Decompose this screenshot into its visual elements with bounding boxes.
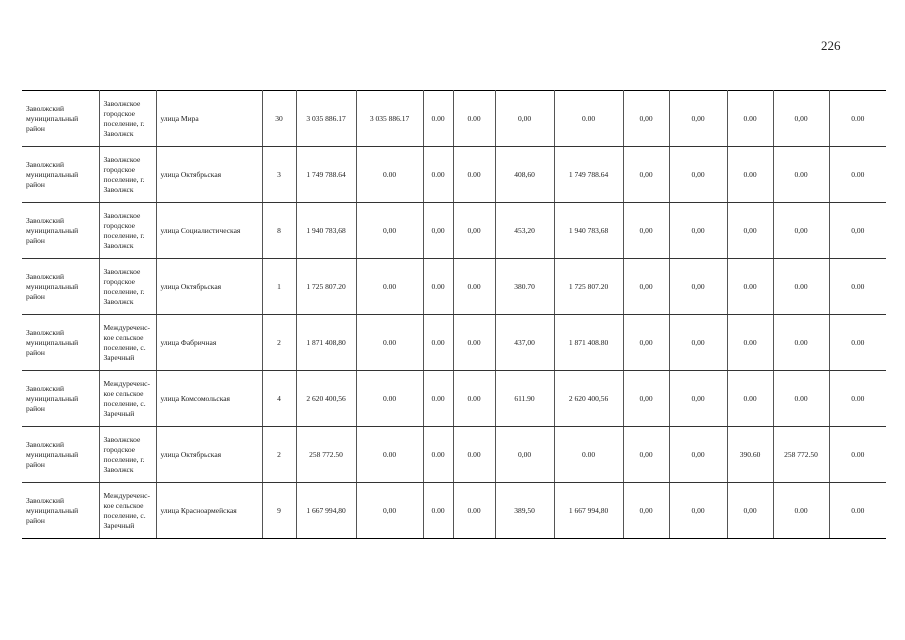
value-cell: 0.00 — [356, 371, 423, 427]
value-cell: 0.00 — [423, 427, 453, 483]
value-cell: 0,00 — [623, 371, 669, 427]
house-number-cell: 1 — [262, 259, 296, 315]
total-cost-cell: 1 940 783,68 — [296, 203, 356, 259]
value-cell: 0.00 — [829, 427, 886, 483]
value-cell: 0,00 — [669, 259, 727, 315]
house-number-cell: 9 — [262, 483, 296, 539]
value-cell: 0,00 — [669, 203, 727, 259]
table-row — [22, 427, 886, 483]
value-cell: 0,00 — [669, 483, 727, 539]
value-cell: 0,00 — [623, 483, 669, 539]
value-cell: 0.00 — [453, 259, 495, 315]
page-number: 226 — [821, 38, 841, 53]
value-cell: 0,00 — [623, 259, 669, 315]
area-cell: 0,00 — [495, 427, 554, 483]
value-cell: 0.00 — [453, 427, 495, 483]
table-row — [22, 259, 886, 315]
total-cost-cell: 1 749 788.64 — [296, 147, 356, 203]
value-cell: 0.00 — [423, 315, 453, 371]
value-cell: 0.00 — [356, 147, 423, 203]
value-cell: 0.00 — [773, 371, 829, 427]
street-cell: улица Красноармейская — [156, 483, 262, 539]
value-cell: 0.00 — [423, 91, 453, 147]
area-cell: 0.00 — [727, 91, 773, 147]
table-row — [22, 483, 886, 539]
district-cell: Заволжский муниципальный район — [22, 371, 99, 427]
street-cell: улица Октябрьская — [156, 259, 262, 315]
settlement-cell: Заволжское городское поселение, г. Заволжск — [99, 147, 156, 203]
value-cell: 0,00 — [623, 203, 669, 259]
value-cell: 0.00 — [829, 371, 886, 427]
area-cell: 453,20 — [495, 203, 554, 259]
area-cell: 437,00 — [495, 315, 554, 371]
value-cell: 0.00 — [453, 371, 495, 427]
street-cell: улица Октябрьская — [156, 427, 262, 483]
value-cell: 0.00 — [829, 315, 886, 371]
house-number-cell: 2 — [262, 315, 296, 371]
value-cell: 0,00 — [623, 427, 669, 483]
area-cell: 0.00 — [727, 315, 773, 371]
table-row — [22, 203, 886, 259]
value-cell: 2 620 400,56 — [554, 371, 623, 427]
settlement-cell: Заволжское городское поселение, г. Заволжск — [99, 259, 156, 315]
total-cost-cell: 1 871 408,80 — [296, 315, 356, 371]
value-cell: 0.00 — [829, 91, 886, 147]
settlement-cell: Заволжское городское поселение, г. Заволжск — [99, 203, 156, 259]
street-cell: улица Комсомольская — [156, 371, 262, 427]
area-cell: 390.60 — [727, 427, 773, 483]
area-cell: 0.00 — [727, 259, 773, 315]
area-cell: 0.00 — [727, 371, 773, 427]
value-cell: 0.00 — [773, 147, 829, 203]
street-cell: улица Социалистическая — [156, 203, 262, 259]
value-cell: 0,00 — [423, 203, 453, 259]
district-cell: Заволжский муниципальный район — [22, 91, 99, 147]
total-cost-cell: 1 725 807.20 — [296, 259, 356, 315]
table-row — [22, 91, 886, 147]
area-cell: 380.70 — [495, 259, 554, 315]
value-cell: 0.00 — [773, 259, 829, 315]
value-cell: 1 749 788.64 — [554, 147, 623, 203]
total-cost-cell: 1 667 994,80 — [296, 483, 356, 539]
area-cell: 389,50 — [495, 483, 554, 539]
street-cell: улица Фабричная — [156, 315, 262, 371]
value-cell: 0,00 — [623, 147, 669, 203]
area-cell: 0,00 — [495, 91, 554, 147]
value-cell: 0,00 — [669, 427, 727, 483]
value-cell: 0.00 — [423, 259, 453, 315]
value-cell: 0,00 — [829, 203, 886, 259]
value-cell: 0,00 — [773, 91, 829, 147]
value-cell: 3 035 886.17 — [356, 91, 423, 147]
street-cell: улица Октябрьская — [156, 147, 262, 203]
area-cell: 0,00 — [727, 203, 773, 259]
value-cell: 0.00 — [773, 483, 829, 539]
district-cell: Заволжский муниципальный район — [22, 315, 99, 371]
value-cell: 0.00 — [453, 483, 495, 539]
value-cell: 0.00 — [554, 427, 623, 483]
house-number-cell: 2 — [262, 427, 296, 483]
settlement-cell: Междуреченс-кое сельское поселение, с. Заречный — [99, 371, 156, 427]
house-number-cell: 30 — [262, 91, 296, 147]
value-cell: 0,00 — [356, 203, 423, 259]
value-cell: 258 772.50 — [773, 427, 829, 483]
district-cell: Заволжский муниципальный район — [22, 203, 99, 259]
district-cell: Заволжский муниципальный район — [22, 147, 99, 203]
street-cell: улица Мира — [156, 91, 262, 147]
value-cell: 0,00 — [623, 91, 669, 147]
value-cell: 0,00 — [623, 315, 669, 371]
table-row — [22, 147, 886, 203]
value-cell: 1 940 783,68 — [554, 203, 623, 259]
area-cell: 0.00 — [727, 147, 773, 203]
value-cell: 0.00 — [423, 483, 453, 539]
district-cell: Заволжский муниципальный район — [22, 259, 99, 315]
area-cell: 408,60 — [495, 147, 554, 203]
value-cell: 0.00 — [829, 259, 886, 315]
total-cost-cell: 258 772.50 — [296, 427, 356, 483]
area-cell: 0,00 — [727, 483, 773, 539]
value-cell: 0.00 — [773, 315, 829, 371]
value-cell: 0,00 — [669, 91, 727, 147]
value-cell: 0.00 — [554, 91, 623, 147]
value-cell: 0.00 — [423, 371, 453, 427]
value-cell: 1 667 994,80 — [554, 483, 623, 539]
value-cell: 0,00 — [669, 147, 727, 203]
house-number-cell: 4 — [262, 371, 296, 427]
table-row — [22, 371, 886, 427]
value-cell: 0.00 — [829, 483, 886, 539]
value-cell: 0.00 — [453, 315, 495, 371]
house-number-cell: 8 — [262, 203, 296, 259]
house-number-cell: 3 — [262, 147, 296, 203]
settlement-cell: Заволжское городское поселение, г. Заволжск — [99, 427, 156, 483]
value-cell: 0,00 — [669, 371, 727, 427]
total-cost-cell: 3 035 886.17 — [296, 91, 356, 147]
value-cell: 0,00 — [453, 203, 495, 259]
value-cell: 1 871 408.80 — [554, 315, 623, 371]
value-cell: 0.00 — [423, 147, 453, 203]
settlement-cell: Междуреченс-кое сельское поселение, с. Заречный — [99, 483, 156, 539]
value-cell: 0,00 — [773, 203, 829, 259]
settlement-cell: Междуреченс-кое сельское поселение, с. Заречный — [99, 315, 156, 371]
table-row — [22, 315, 886, 371]
district-cell: Заволжский муниципальный район — [22, 427, 99, 483]
value-cell: 0,00 — [669, 315, 727, 371]
value-cell: 0.00 — [453, 147, 495, 203]
value-cell: 0.00 — [356, 427, 423, 483]
value-cell: 0.00 — [829, 147, 886, 203]
total-cost-cell: 2 620 400,56 — [296, 371, 356, 427]
value-cell: 0,00 — [356, 483, 423, 539]
district-cell: Заволжский муниципальный район — [22, 483, 99, 539]
settlement-cell: Заволжское городское поселение, г. Заволжск — [99, 91, 156, 147]
value-cell: 0.00 — [356, 315, 423, 371]
value-cell: 0.00 — [356, 259, 423, 315]
value-cell: 1 725 807.20 — [554, 259, 623, 315]
data-table — [22, 90, 886, 539]
value-cell: 0.00 — [453, 91, 495, 147]
area-cell: 611.90 — [495, 371, 554, 427]
